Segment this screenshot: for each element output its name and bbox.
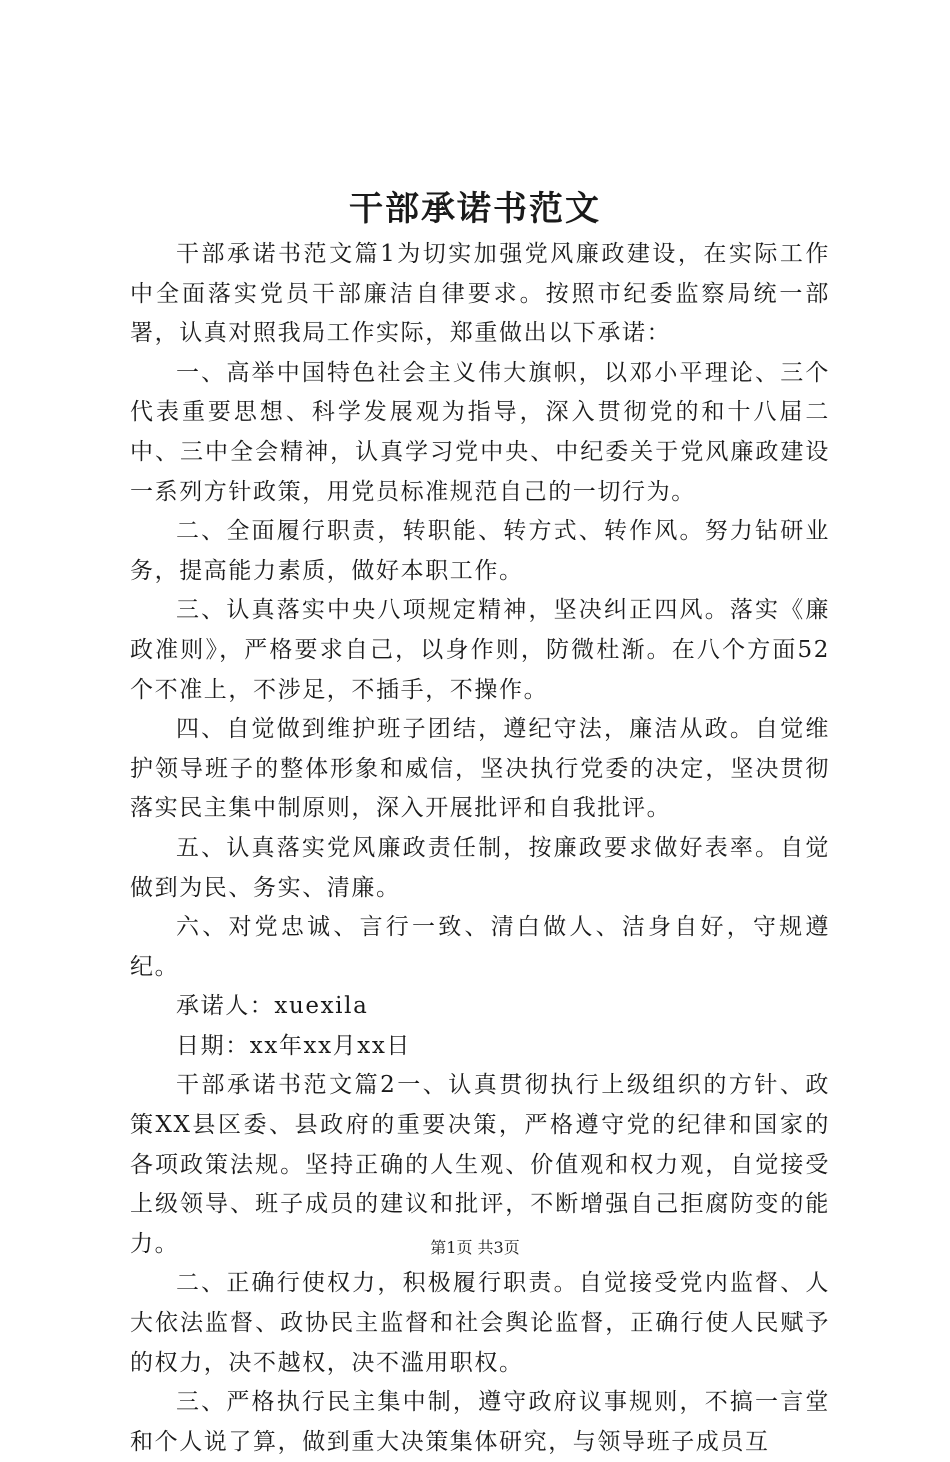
paragraph: 一、高举中国特色社会主义伟大旗帜，以邓小平理论、三个代表重要思想、科学发展观为指导，深入贯彻党的和十八届二中、三中全会精神，认真学习党中央、中纪委关于党风廉政建设一系列方针政策，用党员标准规范自己的一切行为。	[130, 359, 830, 505]
document-title: 干部承诺书范文	[349, 189, 601, 229]
paragraph: 六、对党忠诚、言行一致、清白做人、洁身自好，守规遵纪。	[130, 914, 830, 980]
page-number-footer: 第1页 共3页	[430, 1238, 520, 1257]
paragraph: 二、全面履行职责，转职能、转方式、转作风。努力钻研业务，提高能力素质，做好本职工作。	[130, 518, 830, 584]
paragraph: 干部承诺书范文篇1为切实加强党风廉政建设，在实际工作中全面落实党员干部廉洁自律要求。按照市纪委监察局统一部署，认真对照我局工作实际，郑重做出以下承诺：	[130, 241, 830, 347]
paragraph: 五、认真落实党风廉政责任制，按廉政要求做好表率。自觉做到为民、务实、清廉。	[130, 834, 830, 901]
paragraph: 干部承诺书范文篇2一、认真贯彻执行上级组织的方针、政策XX县区委、县政府的重要决策，严格遵守党的纪律和国家的各项政策法规。坚持正确的人生观、价值观和权力观，自觉接受上级领导、班子成员的建议和批评，不断增强自己拒腐防变的能力。	[130, 1072, 830, 1257]
paragraph: 三、认真落实中央八项规定精神，坚决纠正四风。落实《廉政准则》，严格要求自己，以身作则，防微杜渐。在八个方面52个不准上，不涉足，不插手，不操作。	[130, 597, 830, 703]
document-body	[130, 235, 830, 1462]
paragraph: 四、自觉做到维护班子团结，遵纪守法，廉洁从政。自觉维护领导班子的整体形象和威信，坚决执行党委的决定，坚决贯彻落实民主集中制原则，深入开展批评和自我批评。	[130, 716, 830, 822]
signatory-line: 承诺人：xuexila	[176, 993, 369, 1020]
paragraph: 二、正确行使权力，积极履行职责。自觉接受党内监督、人大依法监督、政协民主监督和社会舆论监督，正确行使人民赋予的权力，决不越权，决不滥用职权。	[130, 1270, 830, 1376]
date-line: 日期：xx年xx月xx日	[176, 1032, 412, 1059]
paragraph: 三、严格执行民主集中制，遵守政府议事规则，不搞一言堂和个人说了算，做到重大决策集体研究，与领导班子成员互	[130, 1389, 830, 1455]
